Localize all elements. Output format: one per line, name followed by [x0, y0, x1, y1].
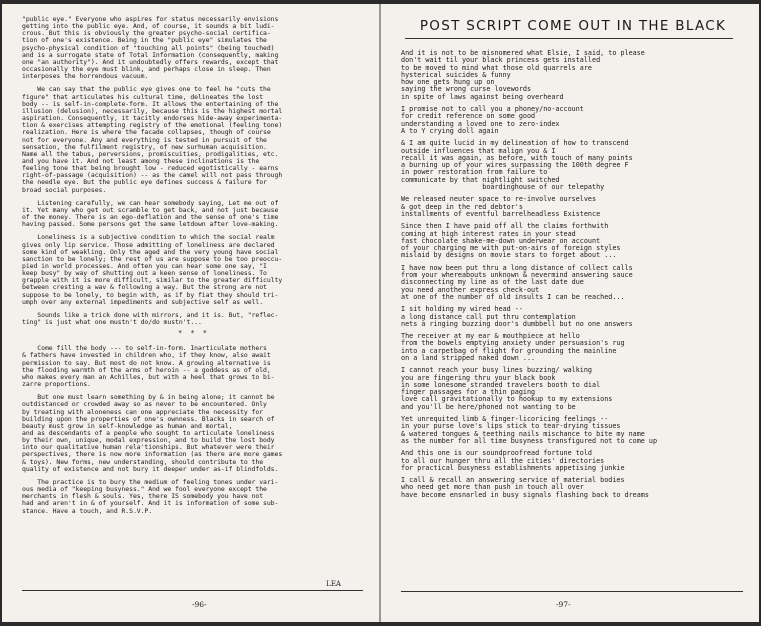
poem-line: saying the wrong curse lovewords	[401, 85, 532, 94]
poem-line: boardinghouse of our telepathy	[401, 183, 605, 192]
poem-line: & I am quite lucid in my delineation of how to transcend	[401, 139, 629, 148]
right-page	[381, 4, 759, 622]
author-signature: LEA	[326, 580, 341, 588]
poem-stanza	[401, 450, 745, 472]
poem-line: and you'll be here/phoned not wanting to be	[401, 402, 576, 411]
text-line: some kind of weakling. Only the aged and the very young have social	[22, 247, 279, 256]
book-gutter	[379, 4, 381, 622]
poem-stanza	[401, 416, 745, 445]
poem-line: from your whereabouts unknown & nevermind answering sauce	[401, 271, 633, 280]
text-line: broad social purposes.	[22, 185, 107, 194]
text-line: by treating with aloneness can one appreciate the necessity for	[22, 407, 264, 416]
text-line: quality of existence and not bury it deeper under as-if blindfolds.	[22, 464, 279, 473]
poem-line: to be moved to mind what those old quarrels are	[401, 63, 593, 72]
poem-line: mislaid by designs on movie stars to forget about ...	[401, 251, 617, 260]
poem-line: as the number for all time busyness transfigured not to come up	[401, 436, 658, 445]
poem-line: a long distance call put thru contemplation	[401, 312, 576, 321]
text-line: and you have it. And not least among these inclinations is the	[22, 156, 260, 165]
text-line: permission to say. But most do not know. A growing alternative is	[22, 358, 271, 367]
poem-line: recall it was again, as before, with touch of many points	[401, 153, 633, 162]
text-line: Name all the tabus, perversions, promiscuities, prodigalities, etc.	[22, 149, 279, 158]
text-line: tion of one's existence. Being in the "public eye" simulates the	[22, 36, 267, 45]
text-line: pied in world processes. And often you can hear some one say, "I	[22, 262, 267, 270]
poem-line: of your charging me with put-on-airs of foreign styles	[401, 244, 621, 253]
poem-stanza	[401, 333, 745, 362]
text-line: it. Yet many who get out scramble to get back, and not just because	[22, 205, 279, 214]
text-line: building upon the properties of one's ownness. Blacks in search of	[22, 414, 275, 423]
text-line: outdistanced or crowded away so as never to be encountered. Only	[22, 400, 267, 409]
poem-line: a burning up of your wires surpassing the 100th degree F	[401, 161, 629, 170]
footer-rule	[22, 590, 363, 591]
text-line: feeling tone that being brought low - reduced egotistically - earns	[22, 164, 279, 173]
text-line: suppose to be lonely, to begin with, as if by fiat they should tri-	[22, 290, 279, 299]
text-line: But one must learn something by & in being alone; it cannot be	[22, 393, 275, 402]
text-line: between cresting a wav & following a way. But the strong are not	[22, 283, 267, 292]
text-line: sensation, the fulfilment registry, of new surhuman acquisition.	[22, 142, 267, 151]
text-line: Sounds like a trick done with mirrors, and it is. But, "reflec-	[22, 310, 279, 319]
poem-line: in your purse love's lips stick to tear-drying tissues	[401, 422, 621, 431]
text-line: psycho-physical condition of "touching all points" (being touched)	[22, 43, 275, 52]
text-line: crous. But this is obviously the greater psycho-social certifica-	[22, 29, 271, 38]
poem-line: Yet unrequited limb & finger-licoricing feelings --	[401, 415, 609, 424]
poem-line: I promise not to call you a phoney/no-account	[401, 105, 584, 114]
page-number-left: -96-	[192, 600, 207, 609]
page-number-right: -97-	[556, 600, 571, 609]
text-line: by their own, unique, modal expression, and to build the lost body	[22, 436, 275, 445]
text-line: occasionally the eye must blink, and perhaps close in sleep. Then	[22, 65, 271, 74]
poem-line: A to Y crying doll again	[401, 126, 499, 135]
left-page	[2, 4, 379, 622]
text-line: ous media of "keeping busyness." And we fool everyone except the	[22, 485, 267, 494]
poem-line: in some lonesome stranded travelers booth to dial	[401, 380, 601, 389]
poem-line: installments of eventful barrelheadless Existence	[401, 209, 601, 218]
text-line: one "an authority"). And it undoubtedly offers rewards, except that	[22, 57, 279, 66]
text-line: ting" is just what one mustn't do/do mustn't...	[22, 318, 202, 327]
poem-line: & got deep in the red debtor's	[401, 202, 523, 211]
text-line: & fathers have invested in children who, if they know, also await	[22, 351, 271, 360]
text-line: figure" that articulates his cultural time, delineates the lost	[22, 92, 264, 101]
text-line: gives only lip service. Those admitting of loneliness are declared	[22, 240, 275, 249]
poem-line: to all our hunger thru all the cities' directories	[401, 456, 605, 465]
text-line: having passed. Some persons get the same letdown after love-making.	[22, 220, 279, 229]
footer-rule	[401, 591, 743, 592]
section-separator: * * *	[177, 329, 210, 338]
poem-line: The receiver at my ear & mouthpiece at hello	[401, 332, 580, 341]
poem-line: into a carpetbag of flight for grounding the mainline	[401, 346, 617, 355]
poem-line: understanding a loved one to zero-index	[401, 119, 560, 128]
text-line: of the money. There is an ego-deflation and the sense of one's time	[22, 213, 279, 222]
poem-title: POST SCRIPT COME OUT IN THE BLACK	[419, 18, 727, 34]
text-line: the flooding warmth of the arms of heroin -- a goddess as of old,	[22, 365, 271, 374]
poem-line: We released neuter space to re-involve ourselves	[401, 195, 597, 204]
text-line: aspiration. Consequently, it tacitly endorses hide-away experimenta-	[22, 114, 283, 123]
poem-line: have become ensnarled in busy signals flashing back to dreams	[401, 490, 649, 499]
text-line: Listening carefully, we can hear somebody saying, Let me out of	[22, 198, 279, 207]
text-line: Come fill the body --- to self-in-form. Inarticulate mothers	[22, 344, 267, 353]
poem-stanza	[401, 106, 745, 135]
poem-line: hysterical suicides & funny	[401, 70, 511, 79]
poem-line: how one gets hung up on	[401, 78, 495, 87]
poem-line: communicate by that nightlight switched	[401, 175, 560, 184]
text-line: beauty must grow in self-knowledge as human and mortal,	[22, 421, 233, 430]
poem-line: you need another express check-out	[401, 285, 540, 294]
poem-stanza	[401, 265, 745, 301]
poem-line: disconnecting my line as of the last date due	[401, 278, 584, 287]
essay-text	[22, 16, 365, 515]
poem-line: at one of the number of old insults I can be reached...	[401, 292, 625, 301]
poem-line: for credit reference on some good	[401, 112, 536, 121]
poem-line: nets a ringing buzzing door's dumbbell but no one answers	[401, 319, 633, 328]
text-line: "public eye." Everyone who aspires for status necessarily envisions	[22, 15, 279, 23]
title-rule	[405, 38, 733, 39]
poem-line: from the bowels emptying anxiety under persuasion's rug	[401, 339, 625, 348]
poem-line: Since then I have paid off all the claims forthwith	[401, 222, 609, 231]
text-line: realization. Here is where the facade collapses, though of course	[22, 128, 271, 137]
poem-line: I call & recall an answering service of material bodies	[401, 476, 625, 485]
text-line: The practice is to bury the medium of feeling tones under vari-	[22, 477, 279, 486]
text-line: & toys). New forms, new understanding, should contribute to the	[22, 457, 264, 466]
text-line: and is a surrogate state of Total Information (consequently, making	[22, 50, 279, 59]
text-line: stance. Have a touch, and R.S.V.P.	[22, 506, 153, 515]
text-line: who makes every man an Achilles, but with a heel that grows to bi-	[22, 372, 275, 381]
poem-body	[401, 50, 745, 499]
poem-line: don't wait til your black princess gets installed	[401, 56, 601, 65]
text-line: the needle eye. But the public eye defines success & failure for	[22, 178, 267, 187]
text-line: zarre proportions.	[22, 380, 91, 389]
poem-line: I sit holding my wired head --	[401, 305, 523, 314]
text-line: We can say that the public eye gives one to feel he "cuts the	[22, 85, 271, 94]
poem-line: who need get more than push in touch all over	[401, 483, 584, 492]
poem-stanza	[401, 50, 745, 101]
poem-line: finger passages for a thin paging	[401, 388, 536, 397]
poem-line: And it is not to be misnomered what Elsie, I said, to please	[401, 49, 645, 57]
text-line: grapple with it is more difficult, similar to the greater difficulty	[22, 276, 283, 285]
poem-line: love call gravitationally to hookup to my extensions	[401, 395, 613, 404]
poem-line: for practical busyness establishments appetising junkie	[401, 463, 625, 472]
text-line: getting into the public eye. And, of course, it sounds a bit ludi-	[22, 22, 275, 31]
poem-line: coming at high interest rates in your stead	[401, 229, 576, 238]
poem-line: I cannot reach your busy lines buzzing/ walking	[401, 366, 593, 375]
text-line: into our qualitative human rela'tionships. But whatever were their	[22, 443, 275, 452]
poem-line: & watered tongues & teething nails mischance to bite my name	[401, 429, 645, 438]
text-line: body -- is self-in-complete-form. It allows the entertaining of the	[22, 99, 279, 108]
poem-line: on a land stripped naked down ...	[401, 353, 536, 362]
poem-stanza	[401, 477, 745, 499]
poem-stanza	[401, 140, 745, 191]
text-line: sanction to be lonely; the rest of us are suppose to be too preoccu-	[22, 254, 283, 263]
poem-line: in power restoration from failure to	[401, 168, 548, 177]
poem-line: outside influences that malign you & I	[401, 146, 556, 155]
text-line: umph over any external impediments and subjective self as well.	[22, 297, 264, 306]
text-line: keep busy" by way of shutting out a keen sense of loneliness. To	[22, 269, 267, 278]
poem-line: in spite of laws against being overheard	[401, 92, 564, 101]
poem-stanza	[401, 367, 745, 411]
poem-line: you are fingering thru your black book	[401, 373, 556, 382]
poem-line: fast chocolate shake-me-down underwear on account	[401, 236, 601, 245]
text-line: illusion (delusion), necessarily, because this is the highest mortal	[22, 106, 283, 115]
poem-line: I have now been put thru a long distance of collect calls	[401, 263, 633, 272]
poem-line: And this one is our soundproofread fortune told	[401, 449, 593, 458]
text-line: interposes the horrendous vacuum.	[22, 72, 149, 81]
poem-stanza	[401, 223, 745, 259]
text-line: right-of-passage (acquisition) -- as the camel will not pass through	[22, 171, 283, 180]
text-line: Loneliness is a subjective condition to which the social realm	[22, 233, 275, 242]
text-line: tion & exercises attempting registry of the emotional (feeling tone)	[22, 121, 283, 130]
text-line: perspectives, there is now more information (as there are more games	[22, 450, 283, 459]
text-line: merchants in flesh & souls. Yes, there IS somebody you have not	[22, 492, 264, 501]
text-line: and as descendants of a people who sought to articulate loneliness	[22, 428, 275, 437]
text-line: not for everyone. Any and everything is tested in pursuit of the	[22, 135, 267, 144]
poem-stanza	[401, 306, 745, 328]
poem-stanza	[401, 196, 745, 218]
text-line: had and aren't in & of yourself. And it is information of some sub-	[22, 499, 279, 508]
